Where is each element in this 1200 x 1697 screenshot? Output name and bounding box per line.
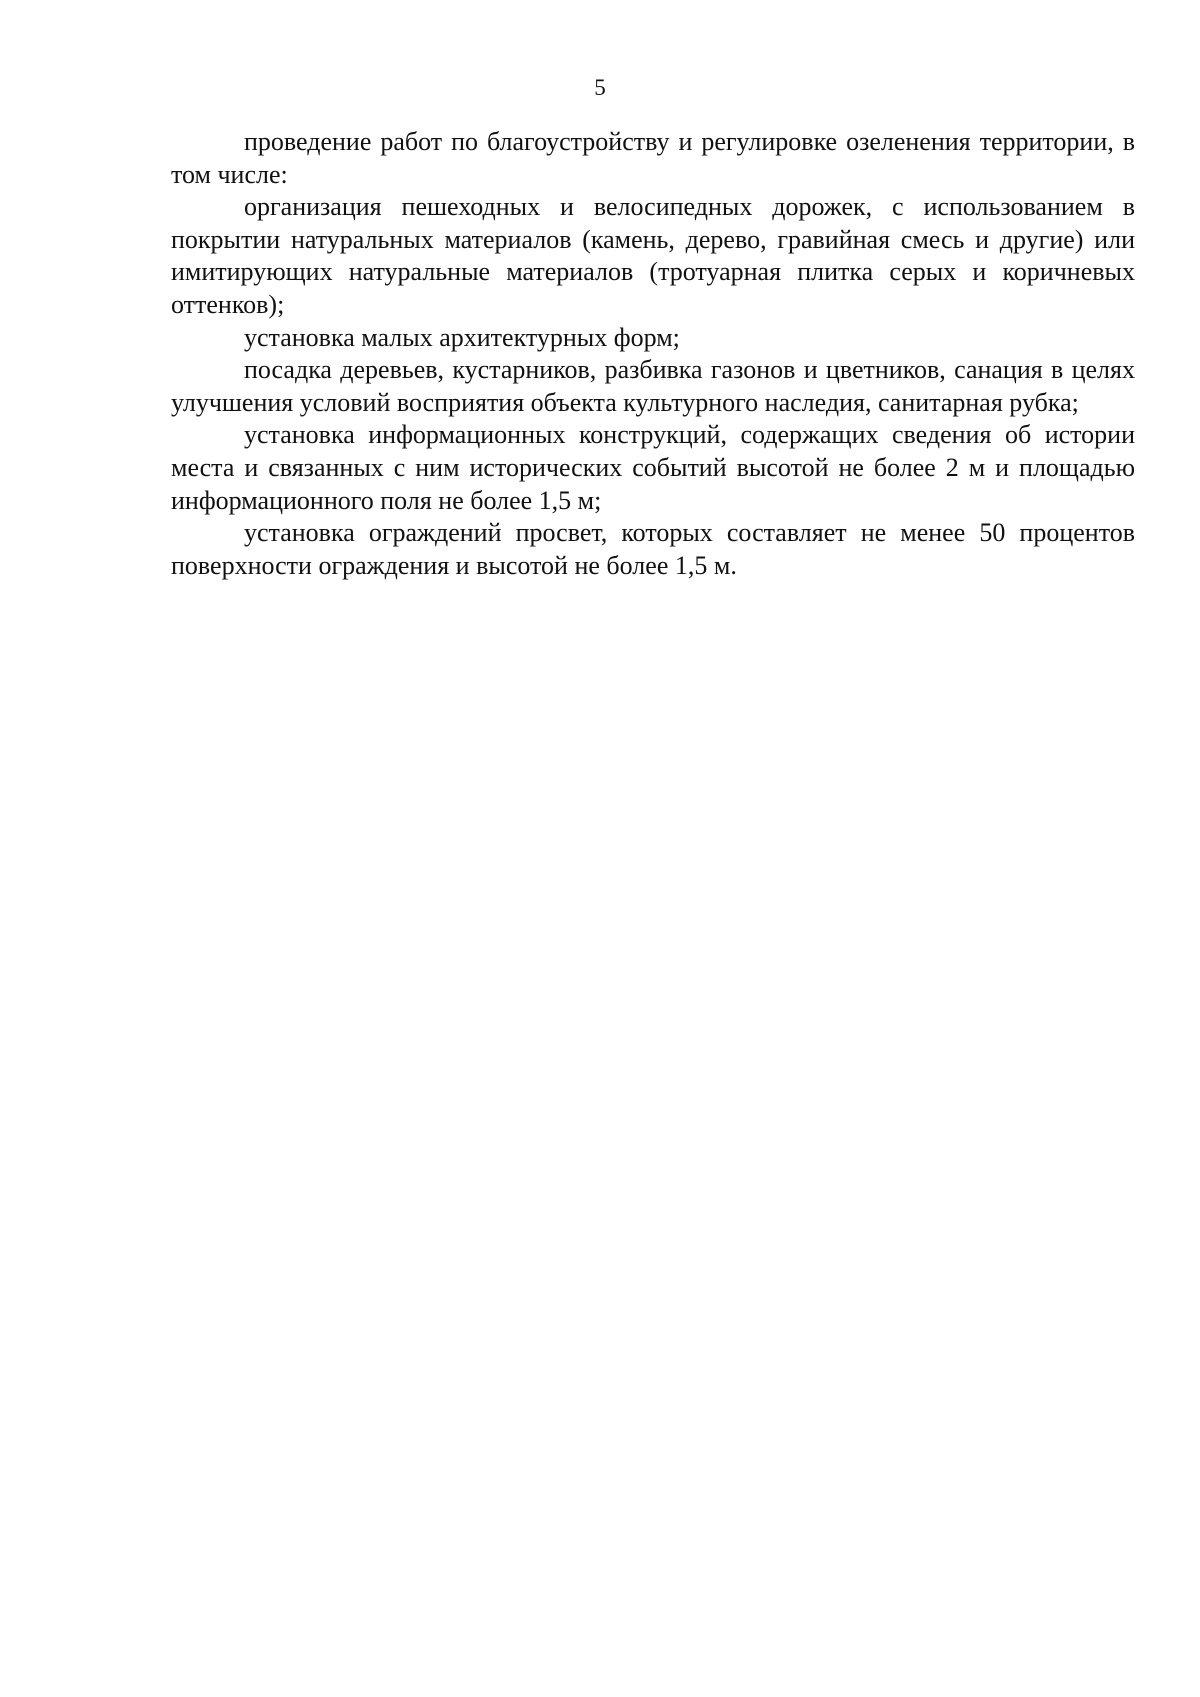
paragraph-pedestrian-paths: организация пешеходных и велосипедных дорожек, с использованием в покрытии натуральных материалов (камень, дерево, гравийная смесь и другие) или имитирующих натуральные материалов (тротуарная плитка серых и коричневых оттенков); bbox=[171, 192, 1135, 319]
paragraph-small-architectural-forms: установка малых архитектурных форм; bbox=[244, 322, 680, 352]
paragraph-planting-trees: посадка деревьев, кустарников, разбивка газонов и цветников, санация в целях улучшения условий восприятия объекта культурного наследия, санитарная рубка; bbox=[171, 355, 1135, 417]
paragraph-information-structures: установка информационных конструкций, содержащих сведения об истории места и связанных с ним исторических событий высотой не более 2 м и площадью информационного поля не более 1,5 м; bbox=[171, 420, 1135, 515]
paragraph-fences: установка ограждений просвет, которых составляет не менее 50 процентов поверхности ограждения и высотой не более 1,5 м. bbox=[171, 518, 1135, 580]
paragraph-landscaping-works: проведение работ по благоустройству и регулировке озеленения территории, в том числе: bbox=[171, 127, 1135, 189]
document-body bbox=[171, 126, 1135, 582]
page-number: 5 bbox=[594, 75, 606, 100]
